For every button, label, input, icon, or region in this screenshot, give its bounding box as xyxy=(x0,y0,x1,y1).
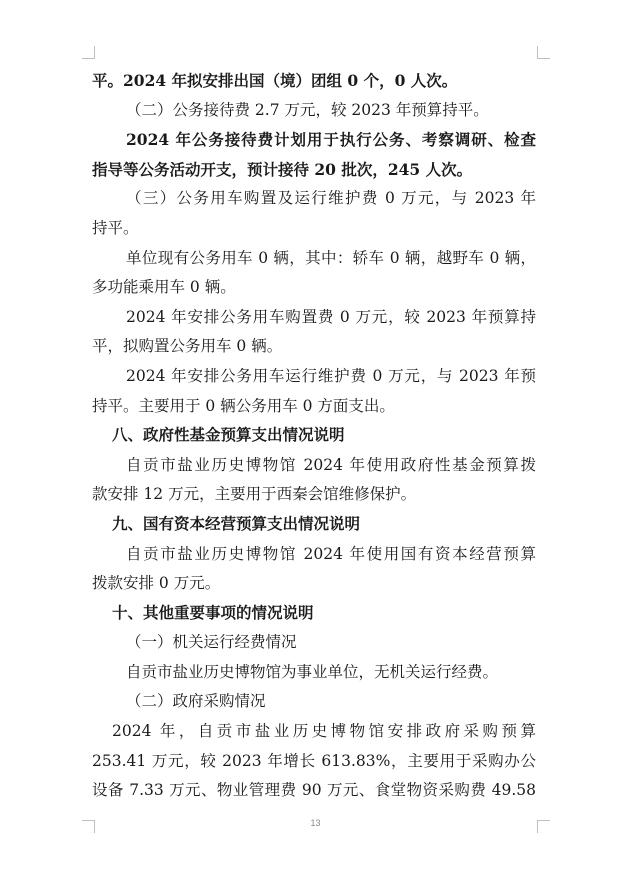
text-line: 2024 年公务接待费计划用于执行公务、考察调研、检查 xyxy=(126,130,536,150)
text-line: （三）公务用车购置及运行维护费 0 万元，与 2023 年 xyxy=(126,189,536,208)
text-line: 自贡市盐业历史博物馆为事业单位，无机关运行经费。 xyxy=(126,662,499,681)
text-line: 2024 年安排公务用车购置费 0 万元，较 2023 年预算持 xyxy=(126,307,536,326)
text-line: 指导等公务活动开支，预计接待 20 批次，245 人次。 xyxy=(92,159,473,179)
section-heading: 九、国有资本经营预算支出情况说明 xyxy=(112,514,361,533)
text-line: 2024 年安排公务用车运行维护费 0 万元，与 2023 年预 xyxy=(126,366,536,385)
text-line: 平，拟购置公务用车 0 辆。 xyxy=(92,337,283,356)
text-line: 平。2024 年拟安排出国（境）团组 0 个，0 人次。 xyxy=(92,71,458,90)
page-number: 13 xyxy=(310,818,321,828)
corner-mark-top-right xyxy=(537,46,550,59)
text-line: 2024 年，自贡市盐业历史博物馆安排政府采购预算 xyxy=(112,722,536,741)
text-line: 253.41 万元，较 2023 年增长 613.83%，主要用于采购办公 xyxy=(92,751,536,770)
text-line: 拨款安排 0 万元。 xyxy=(92,574,221,593)
text-line: （二）公务接待费 2.7 万元，较 2023 年预算持平。 xyxy=(126,100,489,119)
text-line: 自贡市盐业历史博物馆 2024 年使用政府性基金预算拨 xyxy=(126,455,536,474)
subsection-heading: （二）政府采购情况 xyxy=(126,692,266,711)
text-line: 多功能乘用车 0 辆。 xyxy=(92,278,236,297)
subsection-heading: （一）机关运行经费情况 xyxy=(126,633,297,652)
section-heading: 八、政府性基金预算支出情况说明 xyxy=(112,426,345,445)
text-line: 设备 7.33 万元、物业管理费 90 万元、食堂物资采购费 49.58 xyxy=(92,781,536,800)
text-line: 款安排 12 万元，主要用于西秦会馆维修保护。 xyxy=(92,485,417,504)
corner-mark-top-left xyxy=(82,46,95,59)
text-line: 自贡市盐业历史博物馆 2024 年使用国有资本经营预算 xyxy=(126,544,536,563)
section-heading: 十、其他重要事项的情况说明 xyxy=(112,603,314,622)
text-line: 单位现有公务用车 0 辆，其中：轿车 0 辆，越野车 0 辆， xyxy=(126,248,536,267)
document-body xyxy=(92,66,536,806)
text-line: 持平。主要用于 0 辆公务用车 0 方面支出。 xyxy=(92,396,395,415)
text-line: 持平。 xyxy=(92,218,139,237)
